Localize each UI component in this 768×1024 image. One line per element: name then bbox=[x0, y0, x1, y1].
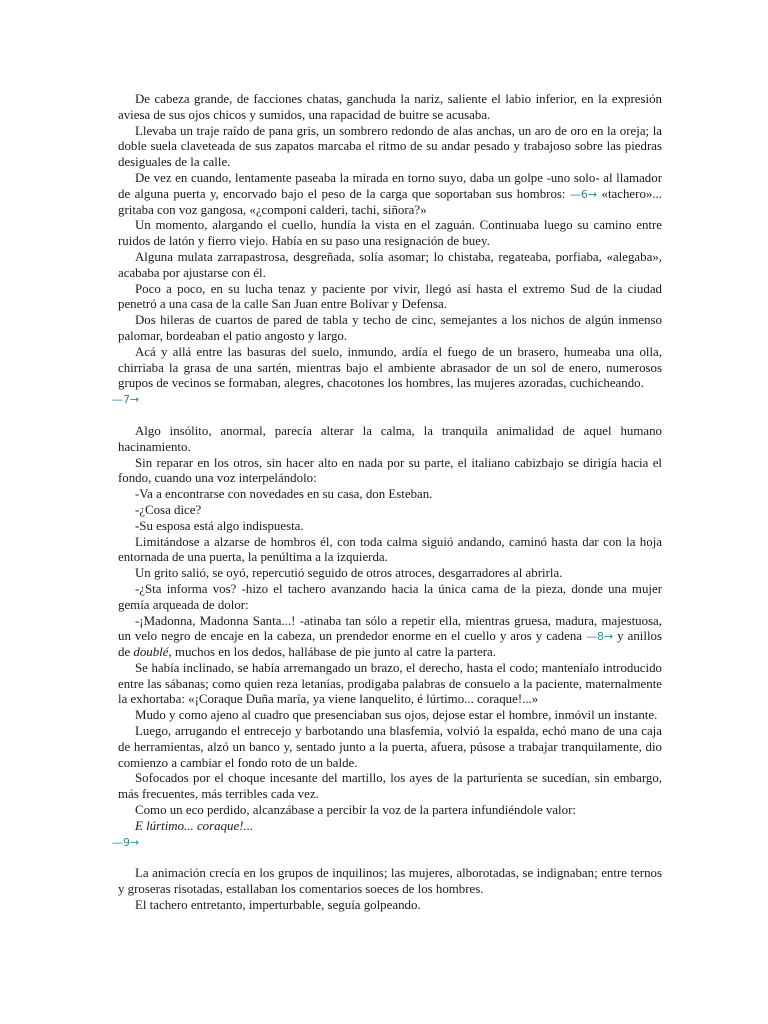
dialogue-line: -Va a encontrarse con novedades en su casa, don Esteban. bbox=[135, 487, 433, 502]
paragraph: Sin reparar en los otros, sin hacer alto en nada por su parte, el italiano cabizbajo se dirigía hacia el fondo, cuando una voz interpelándolo: bbox=[118, 455, 662, 486]
page-marker-7[interactable]: —7→ bbox=[112, 393, 140, 407]
paragraph: Luego, arrugando el entrecejo y barbotando una blasfemia, volvió la espalda, echó mano de una caja de herramientas, alzó un banco y, sentado junto a la puerta, afuera, púsose a trabajar tranquilamente, dio comienzo a cambiar el fondo roto de un balde. bbox=[118, 724, 662, 770]
paragraph: De cabeza grande, de facciones chatas, ganchuda la nariz, saliente el labio inferior, en la expresión aviesa de sus ojos chicos y sumidos, una rapacidad de buitre se acusaba. bbox=[118, 92, 662, 122]
italic-text: E lúrtimo... coraque!... bbox=[135, 818, 254, 833]
page-marker-line bbox=[112, 835, 656, 851]
body-text bbox=[112, 92, 662, 914]
spacer bbox=[118, 408, 662, 424]
paragraph: Algo insólito, anormal, parecía alterar la calma, la tranquila animalidad de aquel humano hacinamiento. bbox=[118, 423, 662, 454]
paragraph: -¿Sta informa vos? -hizo el tachero avanzando hacia la única cama de la pieza, donde una mujer gemía arqueada de dolor: bbox=[118, 581, 662, 612]
paragraph: Dos hileras de cuartos de pared de tabla y techo de cinc, semejantes a los nichos de algún inmenso palomar, bordeaban el patio angosto y largo. bbox=[118, 313, 662, 343]
paragraph: Un grito salió, se oyó, repercutió seguido de otros atroces, desgarradores al abrirla. bbox=[135, 566, 563, 581]
dialogue-line: -¿Cosa dice? bbox=[135, 502, 202, 517]
paragraph: La animación crecía en los grupos de inquilinos; las mujeres, alborotadas, se indignaban; entre ternos y groseras risotadas, estallaban los comentarios soeces de los hombres. bbox=[118, 866, 662, 897]
italic-line bbox=[118, 819, 662, 835]
paragraph bbox=[118, 171, 662, 218]
paragraph: Poco a poco, en su lucha tenaz y paciente por vivir, llegó así hasta el extremo Sud de la ciudad penetró a una casa de la calle San Juan entre Bolívar y Defensa. bbox=[118, 281, 662, 312]
page-marker-line bbox=[112, 392, 656, 408]
paragraph: Llevaba un traje raído de pana gris, un sombrero redondo de alas anchas, un aro de oro en la oreja; la doble suela claveteada de sus zapatos marcaba el ritmo de su andar pesado y trabajoso sobre las piedras desiguales de la calle. bbox=[118, 123, 662, 170]
page-marker-9[interactable]: —9→ bbox=[112, 835, 140, 849]
paragraph: Alguna mulata zarrapastrosa, desgreñada, solía asomar; lo chistaba, regateaba, porfiaba, «alegaba», acababa por ajustarse con él. bbox=[118, 249, 662, 280]
paragraph bbox=[118, 614, 662, 661]
paragraph: Como un eco perdido, alcanzábase a percibir la voz de la partera infundiéndole valor: bbox=[135, 803, 576, 818]
paragraph-text: , muchos en los dedos, hallábase de pie junto al catre la partera. bbox=[168, 645, 496, 660]
paragraph: Sofocados por el choque incesante del martillo, los ayes de la parturienta se sucedían, sin embargo, más frecuentes, más terribles cada vez. bbox=[118, 771, 662, 802]
spacer bbox=[118, 850, 662, 866]
page-marker-8[interactable]: —8→ bbox=[585, 630, 614, 644]
paragraph: Acá y allá entre las basuras del suelo, inmundo, ardía el fuego de un brasero, humeaba una olla, chirriaba la grasa de una sartén, mientras bajo el ambiente abrasador de un sol de enero, numerosos grupos de vecinos se formaban, alegres, chacotones los hombres, las mujeres azoradas, cuchicheando. bbox=[118, 344, 662, 391]
paragraph: Mudo y como ajeno al cuadro que presenciaban sus ojos, dejose estar el hombre, inmóvil un instante. bbox=[135, 708, 658, 723]
paragraph: Limitándose a alzarse de hombros él, con toda calma siguió andando, caminó hasta dar con la hoja entornada de una puerta, la penúltima a la izquierda. bbox=[118, 534, 662, 565]
paragraph: Un momento, alargando el cuello, hundía la vista en el zaguán. Continuaba luego su camino entre ruidos de latón y fierro viejo. Había en su paso una resignación de buey. bbox=[118, 218, 662, 249]
page-marker-6[interactable]: —6→ bbox=[569, 187, 598, 201]
dialogue-line: -Su esposa está algo indispuesta. bbox=[135, 518, 304, 533]
paragraph-text: De vez en cuando, lentamente paseaba la mirada en torno suyo, daba un golpe -uno solo- al llamador de alguna puerta y, encorvado bajo el peso de la carga que soportaban sus hombros: bbox=[118, 170, 662, 201]
italic-word: doublé bbox=[133, 645, 169, 660]
paragraph-text: «tachero»... gritaba con voz gangosa, «¿componi calderi, tachi, siñora?» bbox=[118, 186, 662, 217]
paragraph: Se había inclinado, se había arremangado un brazo, el derecho, hasta el codo; manteníalo introducido entre las sábanas; como quien reza letanías, prodigaba palabras de consuelo a la paciente, maternalmente la exhortaba: «¡Coraque Duña maría, ya viene lanquelito, é lúrtimo... coraque!...» bbox=[118, 660, 662, 707]
paragraph-text: -¡Madonna, Madonna Santa...! -atinaba tan sólo a repetir ella, mientras gruesa, madura, majestuosa, un velo negro de encaje en la cabeza, un prendedor enorme en el cuello y aros y cadena bbox=[118, 613, 662, 644]
paragraph: El tachero entretanto, imperturbable, seguía golpeando. bbox=[135, 898, 421, 913]
paragraph-text: y anillos de bbox=[118, 629, 662, 660]
